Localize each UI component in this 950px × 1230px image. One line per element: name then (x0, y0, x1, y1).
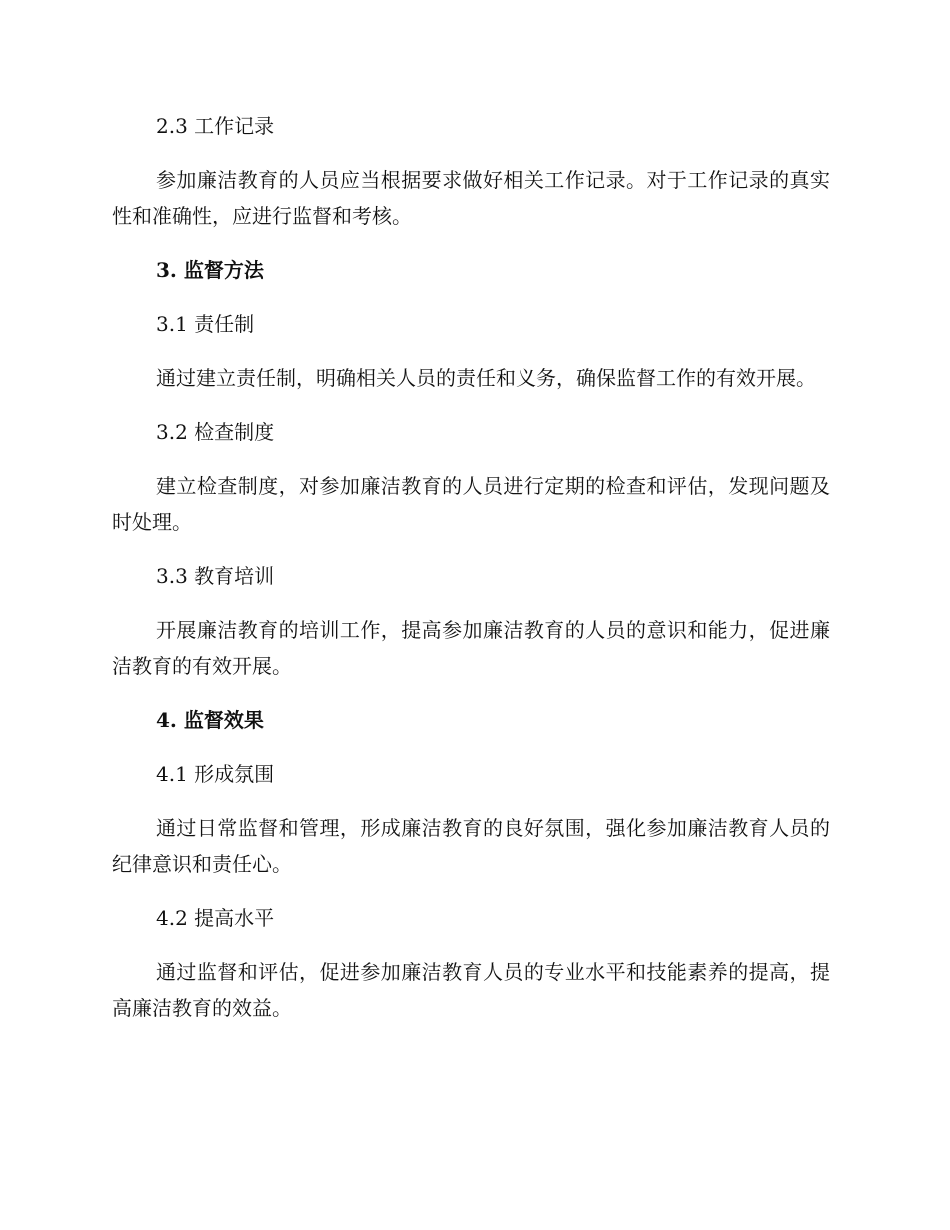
section-2-3-title: 2.3 工作记录 (156, 114, 275, 138)
section-3-3-title: 3.3 教育培训 (156, 564, 275, 588)
section-3-2-title: 3.2 检查制度 (156, 420, 275, 444)
section-3-2-paragraph: 建立检查制度，对参加廉洁教育的人员进行定期的检查和评估，发现问题及时处理。 (112, 474, 830, 534)
document-page (112, 108, 830, 1044)
section-3-1-paragraph: 通过建立责任制，明确相关人员的责任和义务，确保监督工作的有效开展。 (156, 366, 816, 390)
section-4-heading: 4. 监督效果 (156, 708, 264, 732)
section-2-3-paragraph: 参加廉洁教育的人员应当根据要求做好相关工作记录。对于工作记录的真实性和准确性，应进行监督和考核。 (112, 168, 830, 228)
section-4-1-title: 4.1 形成氛围 (156, 762, 275, 786)
section-3-1-title: 3.1 责任制 (156, 312, 255, 336)
section-3-heading: 3. 监督方法 (156, 258, 264, 282)
section-3-3-paragraph: 开展廉洁教育的培训工作，提高参加廉洁教育的人员的意识和能力，促进廉洁教育的有效开展。 (112, 618, 830, 678)
section-4-2-title: 4.2 提高水平 (156, 906, 275, 930)
section-4-2-paragraph: 通过监督和评估，促进参加廉洁教育人员的专业水平和技能素养的提高，提高廉洁教育的效益。 (112, 960, 830, 1020)
section-4-1-paragraph: 通过日常监督和管理，形成廉洁教育的良好氛围，强化参加廉洁教育人员的纪律意识和责任心。 (112, 816, 830, 876)
